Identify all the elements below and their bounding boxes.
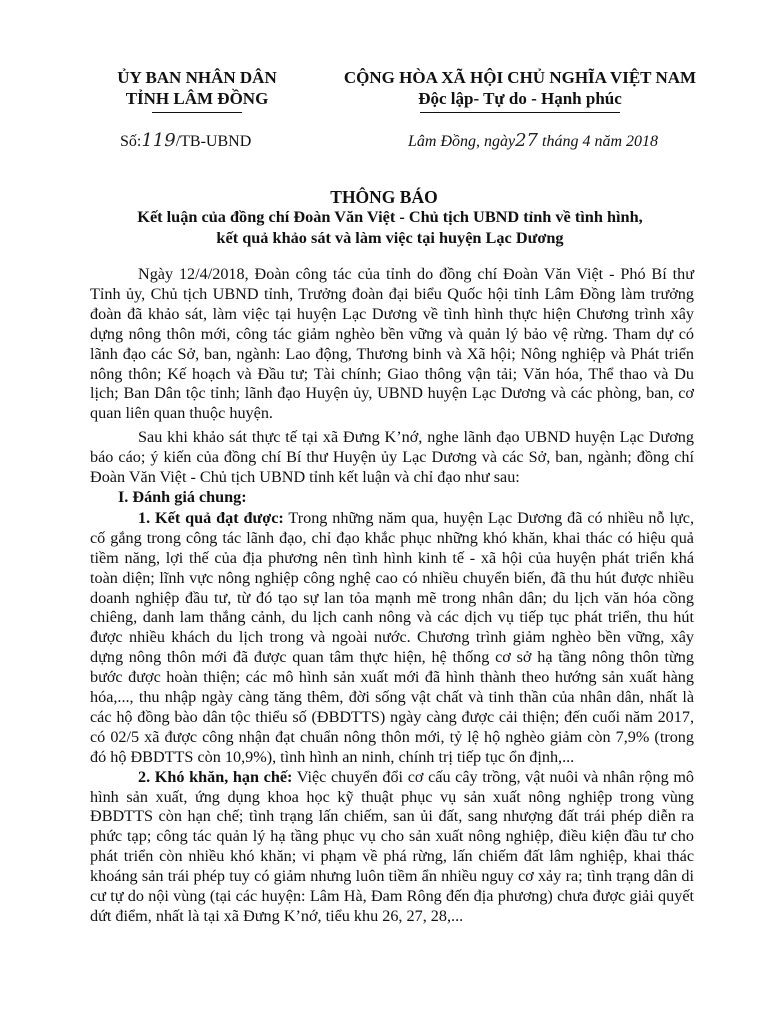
results-achieved-text: Trong những năm qua, huyện Lạc Dương đã có nhiều nỗ lực, cố gắng trong công tác lãnh đạo, chỉ đạo khắc phục những khó khăn, khai thác có hiệu quả tiềm năng, lợi thế của địa phương nên tình hình kinh tế - xã hội của huyện phát triển khá toàn diện; lĩnh vực nông nghiệp công nghệ cao có nhiều chuyển biến, đã thu hút được nhiều doanh nghiệp đầu tư, từ đó tạo sự lan tỏa mạnh mẽ trong nhân dân; du lịch văn hóa cồng chiêng, danh lam thắng cảnh, du lịch canh nông và các dịch vụ tiếp tục phát triển, thu hút được nhiều khách du lịch trong và ngoài nước. Chương trình giảm nghèo bền vững, xây dựng nông thôn mới đã được quan tâm thực hiện, hệ thống cơ sở hạ tầng nông thôn từng bước được hoàn thiện; các mô hình sản xuất mới đã hình thành theo hướng sản xuất hàng hóa,..., thu nhập ngày càng tăng thêm, đời sống vật chất và tinh thần của nhân dân, nhất là các hộ đồng bào dân tộc thiểu số (ĐBDTTS) ngày càng được cải thiện; đến cuối năm 2017, có 02/5 xã được công nhận đạt chuẩn nông thôn mới, tỷ lệ hộ nghèo giảm còn 7,9% (trong đó hộ ĐBDTTS còn 10,9%), tình hình an ninh, chính trị tiếp tục ổn định,... <box>90 508 695 766</box>
document-number <box>120 130 251 151</box>
paragraph-difficulties <box>90 768 694 927</box>
date-suffix: tháng 4 năm 2018 <box>538 133 659 150</box>
doc-number-handwritten: 119 <box>141 130 176 151</box>
date-handwritten: 27 <box>515 130 539 151</box>
difficulties-label: 2. Khó khăn, hạn chế: <box>138 767 293 786</box>
state-name: CỘNG HÒA XÃ HỘI CHỦ NGHĨA VIỆT NAM <box>343 68 697 87</box>
agency-name: ỦY BAN NHÂN DÂN <box>117 68 277 87</box>
results-achieved-label: 1. Kết quả đạt được: <box>138 508 284 527</box>
notice-subtitle-line2: kết quả khảo sát và làm việc tại huyện Lạc Dương <box>216 228 564 247</box>
doc-number-suffix: /TB-UBND <box>175 133 252 150</box>
agency-underline <box>152 112 242 113</box>
paragraph-intro: Ngày 12/4/2018, Đoàn công tác của tỉnh do đồng chí Đoàn Văn Việt - Phó Bí thư Tỉnh ủy, Chủ tịch UBND tỉnh, Trưởng đoàn đại biểu Quốc hội tỉnh Lâm Đồng làm trưởng đoàn đã khảo sát, làm việc tại huyện Lạc Dương về tình hình thực hiện Chương trình xây dựng nông thôn mới, công tác giảm nghèo bền vững và quản lý bảo vệ rừng. Tham dự có lãnh đạo các Sở, ban, ngành: Lao động, Thương binh và Xã hội; Nông nghiệp và Phát triển nông thôn; Kế hoạch và Đầu tư; Tài chính; Giao thông vận tải; Văn hóa, Thể thao và Du lịch; Ban Dân tộc tỉnh; lãnh đạo Huyện ủy, UBND huyện Lạc Dương và các phòng, ban, cơ quan liên quan thuộc huyện. <box>90 265 694 423</box>
notice-title: THÔNG BÁO <box>330 187 438 207</box>
agency-province: TỈNH LÂM ĐỒNG <box>125 89 269 108</box>
motto-underline <box>420 112 620 113</box>
state-motto: Độc lập- Tự do - Hạnh phúc <box>418 89 622 108</box>
paragraph-conclusion-intro: Sau khi khảo sát thực tế tại xã Đưng K’nớ, nghe lãnh đạo UBND huyện Lạc Dương báo cáo; ý kiến của đồng chí Bí thư Huyện ủy Lạc Dương và các Sở, ban, ngành; đồng chí Đoàn Văn Việt - Chủ tịch UBND tỉnh kết luận và chỉ đạo như sau: <box>90 428 694 487</box>
difficulties-text: Việc chuyển đổi cơ cấu cây trồng, vật nuôi và nhân rộng mô hình sản xuất, ứng dụng khoa học kỹ thuật phục vụ sản xuất nông nghiệp trong vùng ĐBDTTS còn hạn chế; tình trạng lấn chiếm, san ủi đất, sang nhượng đất trái phép diễn ra phức tạp; công tác quản lý hạ tầng phục vụ cho sản xuất nông nghiệp, điều kiện đầu tư cho phát triển còn nhiều khó khăn; vi phạm về phá rừng, lấn chiếm đất lâm nghiệp, khai thác khoáng sản trái phép tuy có giảm nhưng luôn tiềm ẩn nhiều nguy cơ xảy ra; tình trạng dân di cư tự do nội vùng (tại các huyện: Lâm Hà, Đam Rông đến địa phương) chưa được giải quyết dứt điểm, nhất là tại xã Đưng K’nớ, tiểu khu 26, 27, 28,... <box>90 767 694 925</box>
notice-subtitle-line1: Kết luận của đồng chí Đoàn Văn Việt - Chủ tịch UBND tỉnh về tình hình, <box>137 207 643 226</box>
doc-number-prefix: Số: <box>120 133 142 150</box>
paragraph-results-achieved <box>90 509 694 768</box>
document-date <box>408 130 658 151</box>
date-prefix: Lâm Đồng, ngày <box>408 133 516 150</box>
section-heading-general-assessment: I. Đánh giá chung: <box>118 487 247 506</box>
document-body <box>90 265 694 927</box>
